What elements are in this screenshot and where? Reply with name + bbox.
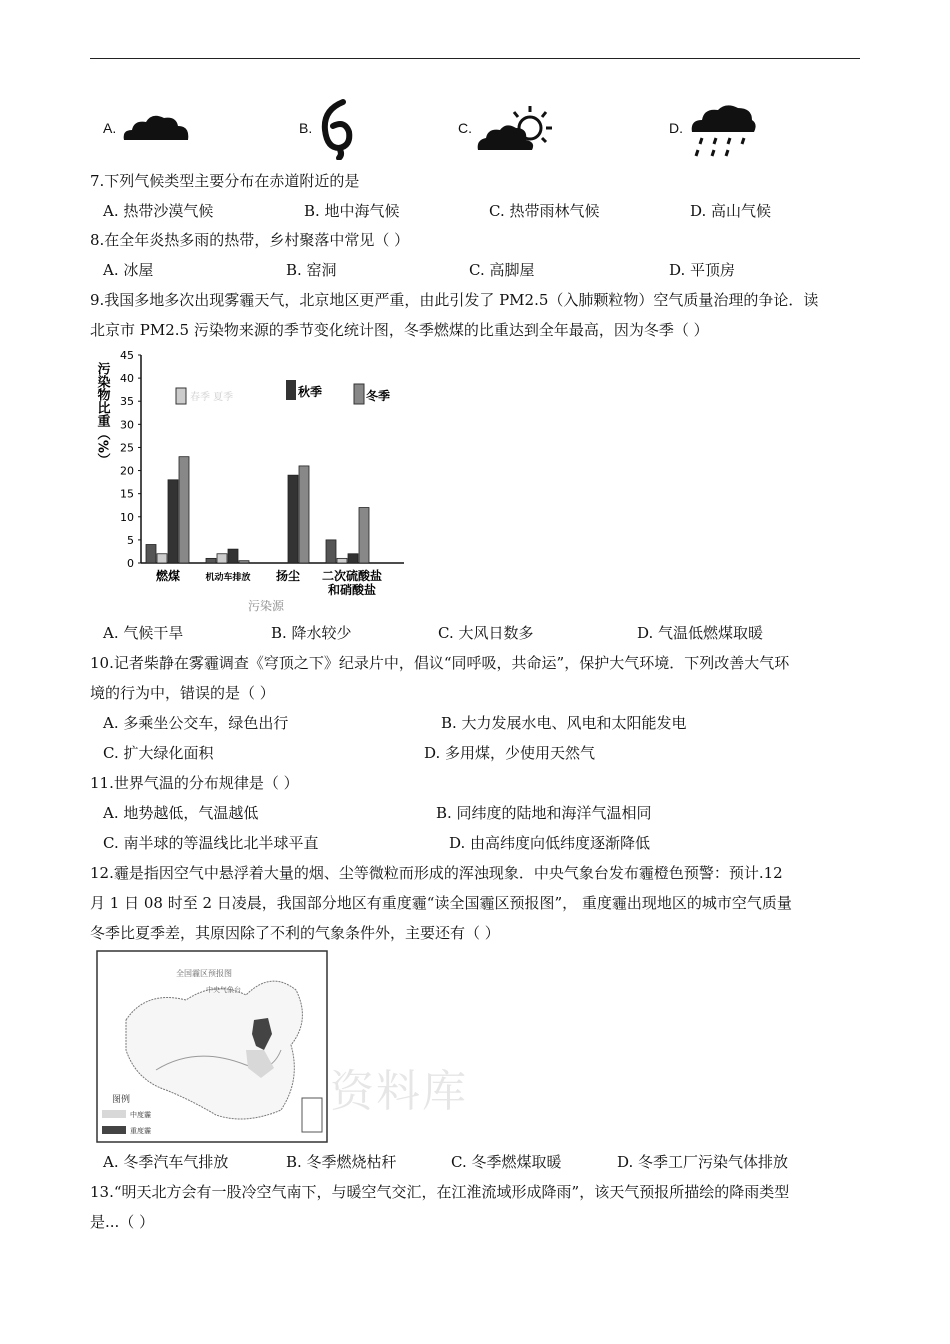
bar-秋季-二次硫酸盐和硝酸盐 [348, 554, 358, 563]
question-7-stem: 7.下列气候类型主要分布在赤道附近的是 [90, 172, 360, 190]
q7-option-b[interactable]: B. 地中海气候 [304, 202, 400, 220]
q11-option-c[interactable]: C. 南半球的等温线比北半球平直 [103, 834, 319, 852]
top-rule [90, 58, 860, 59]
x-category-label: 燃煤 [155, 569, 181, 583]
y-tick-label: 25 [120, 441, 134, 455]
y-tick-label: 5 [127, 533, 134, 547]
q10-option-a[interactable]: A. 多乘坐公交车，绿色出行 [103, 714, 289, 732]
legend-faded-label: 春季 夏季 [190, 392, 234, 403]
option-c-label: C. [458, 120, 472, 136]
question-10-stem-line2: 境的行为中，错误的是（ ） [90, 684, 275, 702]
q8-option-c[interactable]: C. 高脚屋 [469, 261, 535, 279]
option-b-label: B. [299, 120, 313, 136]
x-category-label: 扬尘 [275, 569, 301, 583]
legend-swatch-spring-summer [176, 388, 186, 404]
bar-秋季-扬尘 [288, 475, 298, 563]
map-source: 中央气象台 [206, 986, 241, 994]
q11-option-b[interactable]: B. 同纬度的陆地和海洋气温相同 [436, 804, 652, 822]
bar-夏季-燃煤 [157, 554, 167, 563]
watermark-text: 资料库 [330, 1066, 468, 1117]
bar-夏季-二次硫酸盐和硝酸盐 [337, 558, 347, 563]
cloudy-icon [120, 108, 192, 144]
map-legend-title: 图例 [112, 1095, 131, 1105]
bar-秋季-机动车排放 [228, 549, 238, 563]
q10-option-c[interactable]: C. 扩大绿化面积 [103, 744, 214, 762]
q12-option-b[interactable]: B. 冬季燃烧枯秆 [286, 1153, 397, 1171]
y-tick-label: 15 [120, 487, 134, 501]
option-d-label: D. [669, 120, 683, 136]
haze-forecast-map [96, 950, 328, 1143]
bar-冬季-机动车排放 [239, 561, 249, 563]
q8-option-a[interactable]: A. 冰屋 [103, 261, 154, 279]
question-13-stem-line1: 13.“明天北方会有一股冷空气南下，与暖空气交汇，在江淮流域形成降雨”，该天气预报所描绘的降雨类型 [90, 1183, 790, 1201]
option-a-label: A. [103, 120, 117, 136]
question-11-stem: 11.世界气温的分布规律是（ ） [90, 774, 299, 792]
y-tick-label: 10 [120, 510, 134, 524]
x-category-label: 机动车排放 [205, 573, 251, 583]
y-tick-label: 30 [120, 418, 134, 432]
legend-swatch-winter [354, 384, 364, 404]
q9-option-b[interactable]: B. 降水较少 [271, 624, 352, 642]
q9-option-c[interactable]: C. 大风日数多 [438, 624, 534, 642]
question-12-stem-line1: 12.霾是指因空气中悬浮着大量的烟、尘等微粒而形成的浑浊现象．中央气象台发布霾橙色预警：预计.12 [90, 864, 783, 882]
typhoon-icon [313, 98, 357, 160]
q10-option-d[interactable]: D. 多用煤，少使用天然气 [424, 744, 596, 762]
y-tick-label: 20 [120, 464, 134, 478]
legend-swatch-autumn [286, 380, 296, 400]
x-category-label: 二次硫酸盐和硝酸盐 [321, 569, 383, 597]
bar-秋季-燃煤 [168, 480, 178, 563]
partly-cloudy-icon [476, 100, 564, 156]
y-tick-label: 0 [127, 557, 134, 570]
question-12-stem-line2: 月 1 日 08 时至 2 日凌晨，我国部分地区有重度霾“读全国霾区预报图”， 重度霾出现地区的城市空气质量 [90, 894, 792, 912]
question-10-stem-line1: 10.记者柴静在雾霾调查《穹顶之下》纪录片中，倡议“同呼吸，共命运”，保护大气环境．下列改善大气环 [90, 654, 790, 672]
chart-svg [88, 348, 418, 613]
y-tick-label: 40 [120, 372, 134, 386]
legend-autumn-label: 秋季 [298, 385, 323, 399]
bar-夏季-机动车排放 [217, 554, 227, 563]
q7-option-a[interactable]: A. 热带沙漠气候 [103, 202, 214, 220]
y-tick-label: 35 [120, 395, 134, 409]
question-9-stem-line1: 9.我国多地多次出现雾霾天气，北京地区更严重，由此引发了 PM2.5（入肺颗粒物）空气质量治理的争论．读 [90, 291, 819, 309]
map-title: 全国霾区预报图 [176, 969, 232, 978]
q12-option-a[interactable]: A. 冬季汽车气排放 [103, 1153, 229, 1171]
q11-option-d[interactable]: D. 由高纬度向低纬度逐渐降低 [449, 834, 651, 852]
legend-heavy-swatch [102, 1126, 126, 1134]
q8-option-b[interactable]: B. 窑洞 [286, 261, 337, 279]
rain-icon [688, 100, 758, 158]
question-13-stem-line2: 是...（ ） [90, 1213, 155, 1231]
map-svg [96, 950, 328, 1143]
q8-option-d[interactable]: D. 平顶房 [669, 261, 736, 279]
legend-moderate-swatch [102, 1110, 126, 1118]
bar-冬季-扬尘 [299, 466, 309, 563]
question-12-stem-line3: 冬季比夏季差，其原因除了不利的气象条件外，主要还有（ ） [90, 924, 500, 942]
q7-option-d[interactable]: D. 高山气候 [690, 202, 772, 220]
bar-春季-机动车排放 [206, 558, 216, 563]
q7-option-c[interactable]: C. 热带雨林气候 [489, 202, 600, 220]
question-8-stem: 8.在全年炎热多雨的热带，乡村聚落中常见（ ） [90, 231, 410, 249]
x-axis-label: 污染源 [248, 599, 285, 613]
legend-moderate-label: 中度霾 [130, 1111, 151, 1119]
question-9-stem-line2: 北京市 PM2.5 污染物来源的季节变化统计图，冬季燃煤的比重达到全年最高，因为冬季（ ） [90, 321, 709, 339]
q9-option-d[interactable]: D. 气温低燃煤取暖 [637, 624, 764, 642]
pm25-source-chart [88, 348, 418, 613]
q9-option-a[interactable]: A. 气候干旱 [103, 624, 184, 642]
legend-heavy-label: 重度霾 [130, 1127, 151, 1135]
bar-冬季-二次硫酸盐和硝酸盐 [359, 508, 369, 563]
y-tick-label: 45 [120, 349, 134, 362]
legend-winter-label: 冬季 [366, 389, 391, 403]
q11-option-a[interactable]: A. 地势越低，气温越低 [103, 804, 259, 822]
q12-option-d[interactable]: D. 冬季工厂污染气体排放 [617, 1153, 789, 1171]
bar-春季-二次硫酸盐和硝酸盐 [326, 540, 336, 563]
bar-春季-燃煤 [146, 545, 156, 563]
q10-option-b[interactable]: B. 大力发展水电、风电和太阳能发电 [441, 714, 687, 732]
y-axis-label: 污染物比重（%） [94, 362, 110, 467]
bar-冬季-燃煤 [179, 457, 189, 563]
q12-option-c[interactable]: C. 冬季燃煤取暖 [451, 1153, 562, 1171]
